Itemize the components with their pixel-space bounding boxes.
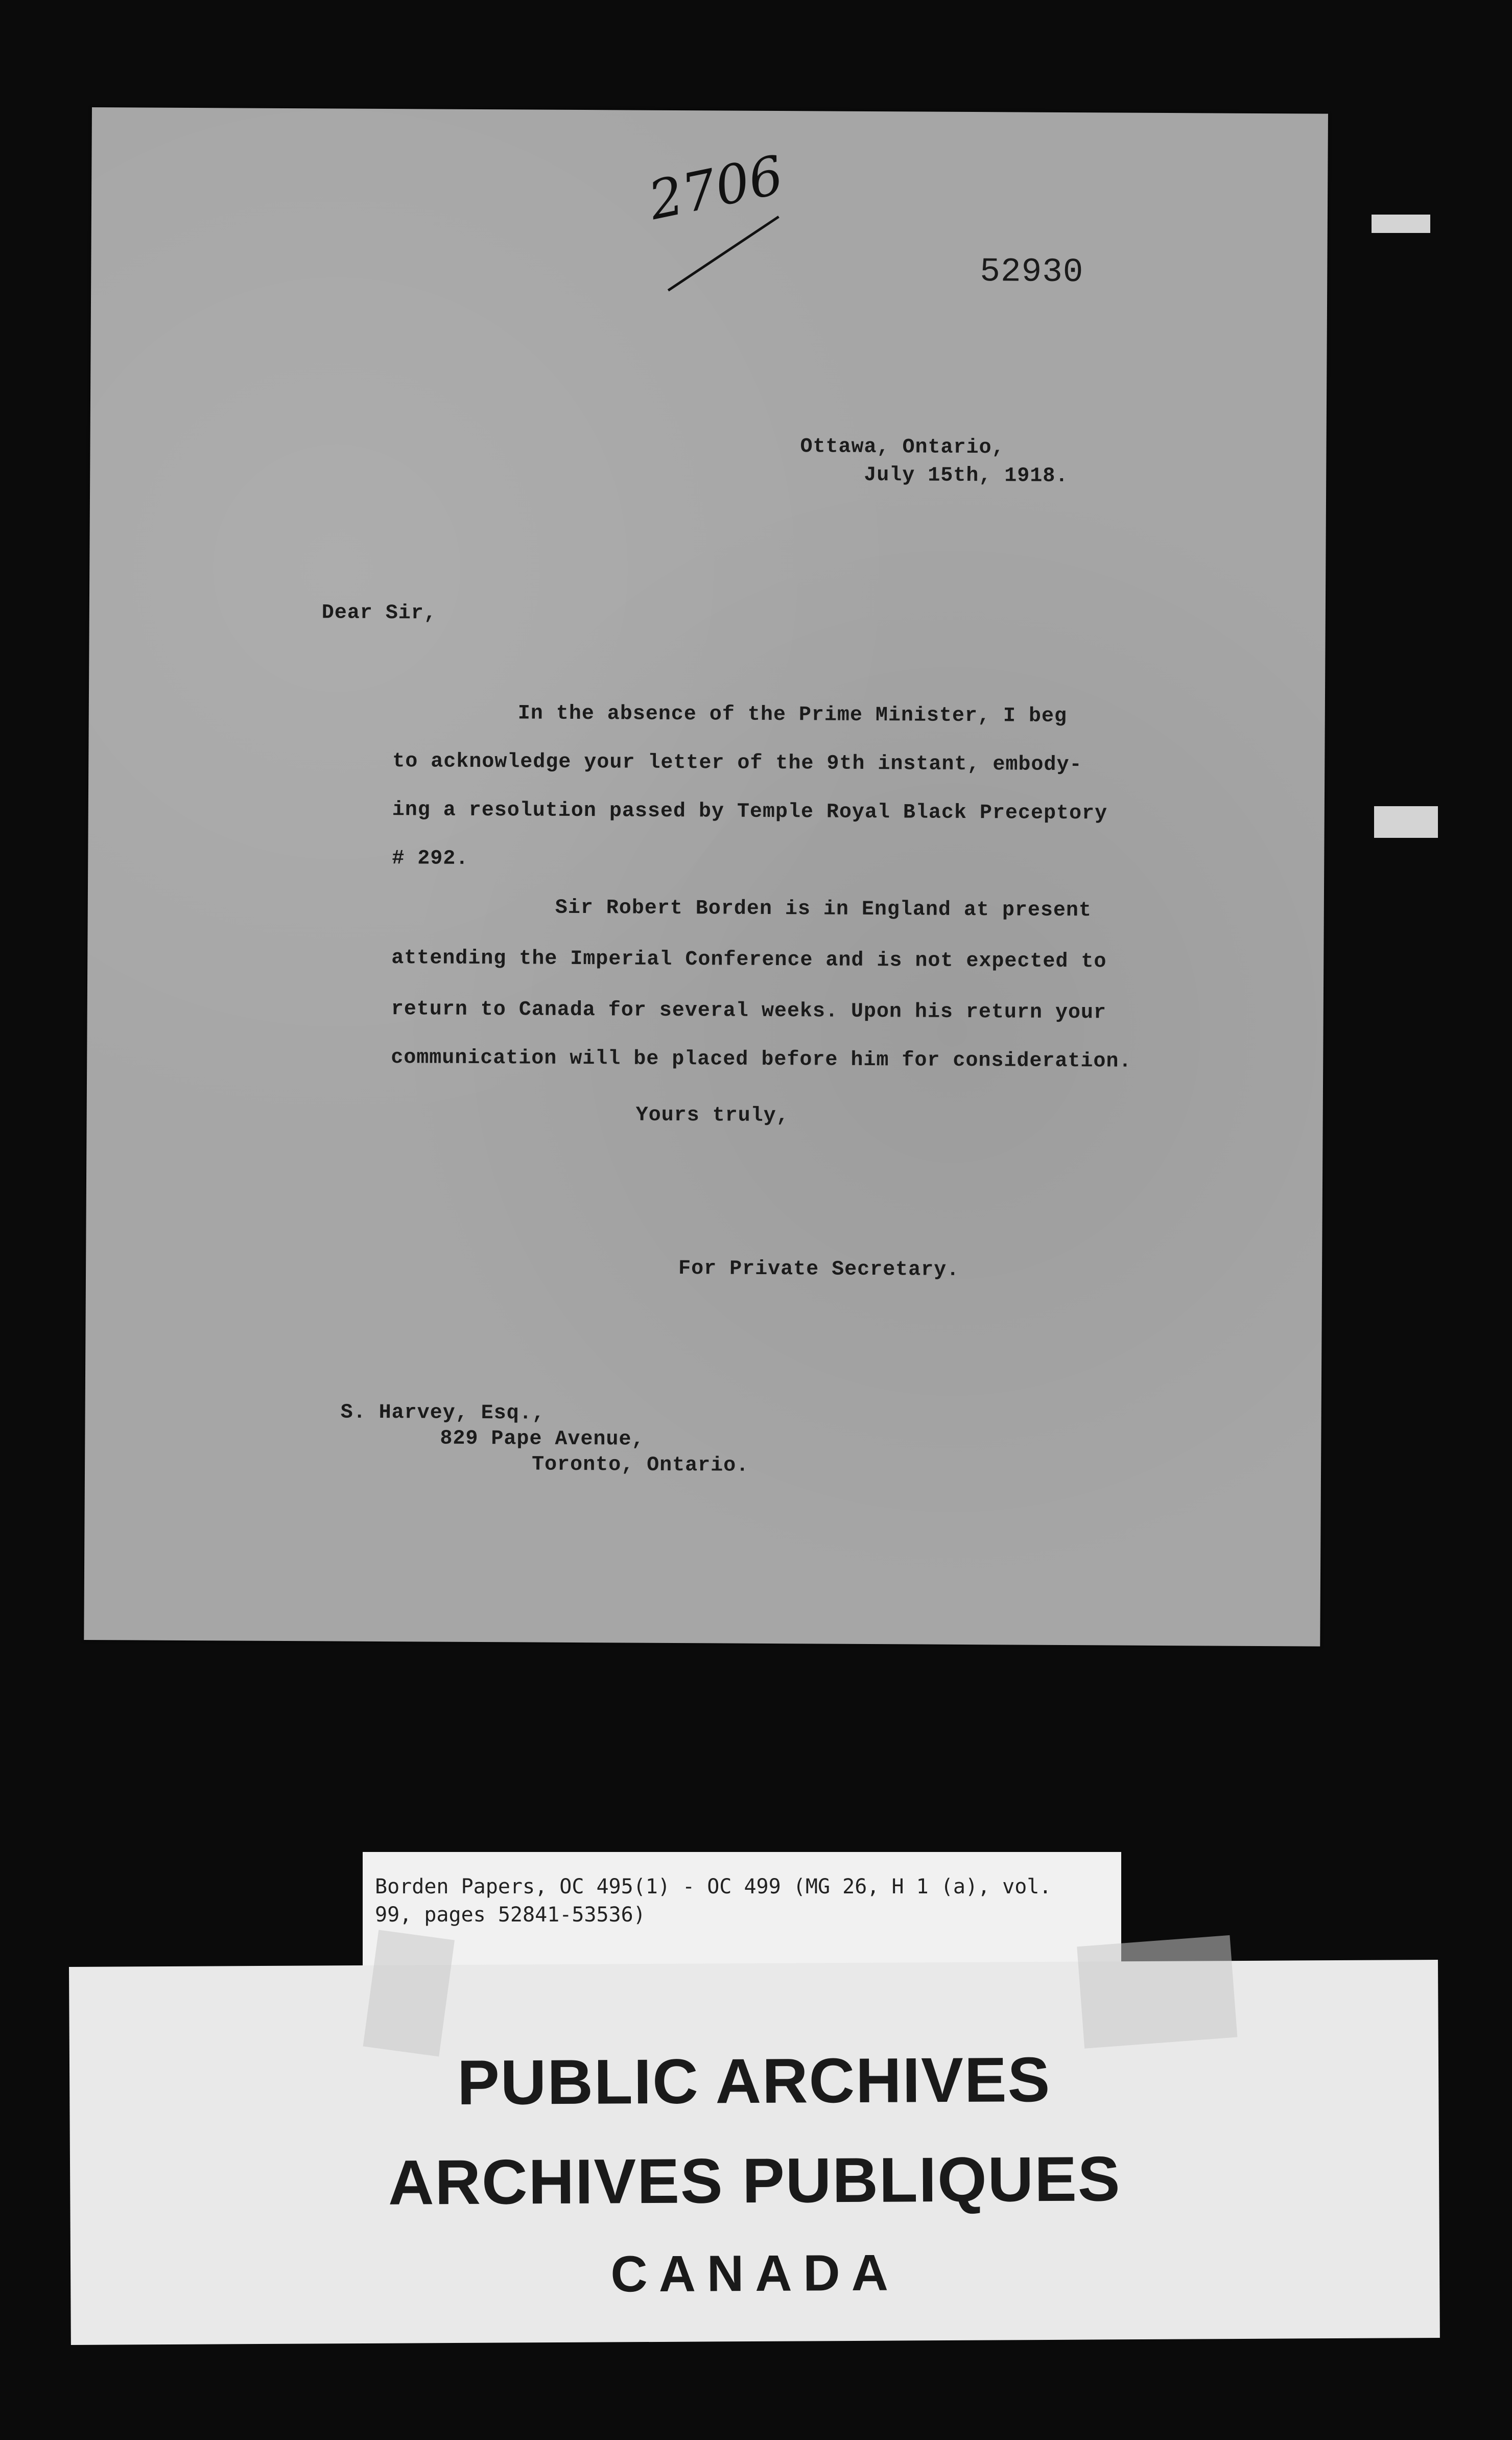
address-line-3: Toronto, Ontario. xyxy=(531,1453,749,1477)
address-line-1: S. Harvey, Esq., xyxy=(340,1401,545,1425)
letter-salutation: Dear Sir, xyxy=(321,601,437,625)
stamp-line-archives-publiques: ARCHIVES PUBLIQUES xyxy=(388,2144,1121,2218)
letter-body-line-6: attending the Imperial Conference and is not expected to xyxy=(391,947,1107,974)
letter-closing: Yours truly, xyxy=(635,1104,789,1128)
letter-place: Ottawa, Ontario, xyxy=(800,435,1005,460)
letter-date: July 15th, 1918. xyxy=(864,463,1069,488)
handwritten-underline xyxy=(668,216,779,291)
letter-signature: For Private Secretary. xyxy=(678,1257,960,1282)
tape-left xyxy=(363,1930,455,2057)
letter-page xyxy=(84,107,1328,1647)
letter-body-line-1: In the absence of the Prime Minister, I beg xyxy=(517,702,1068,729)
stamp-line-canada: CANADA xyxy=(610,2244,900,2303)
letter-body-line-8: communication will be placed before him for consideration. xyxy=(391,1046,1132,1073)
reference-line-2: 99, pages 52841-53536) xyxy=(375,1903,646,1927)
letter-body-line-5: Sir Robert Borden is in England at present xyxy=(555,896,1092,923)
letter-body-line-7: return to Canada for several weeks. Upon his return your xyxy=(391,998,1107,1025)
letter-body-line-2: to acknowledge your letter of the 9th instant, embody- xyxy=(392,750,1082,777)
archive-stamp xyxy=(69,1960,1440,2345)
tape-right xyxy=(1077,1935,1237,2049)
reference-line-1: Borden Papers, OC 495(1) - OC 499 (MG 26, H 1 (a), vol. xyxy=(375,1875,1052,1898)
letter-body-line-3: ing a resolution passed by Temple Royal Black Preceptory xyxy=(392,799,1108,826)
handwritten-number: 2706 xyxy=(643,143,789,232)
folio-number: 52930 xyxy=(980,252,1084,292)
reference-card xyxy=(363,1852,1121,1980)
letter-body-line-4: # 292. xyxy=(392,847,469,871)
film-edge-mark-top xyxy=(1372,215,1430,233)
stamp-line-public-archives: PUBLIC ARCHIVES xyxy=(457,2044,1051,2119)
address-line-2: 829 Pape Avenue, xyxy=(440,1427,645,1451)
film-edge-mark-middle xyxy=(1374,806,1438,838)
